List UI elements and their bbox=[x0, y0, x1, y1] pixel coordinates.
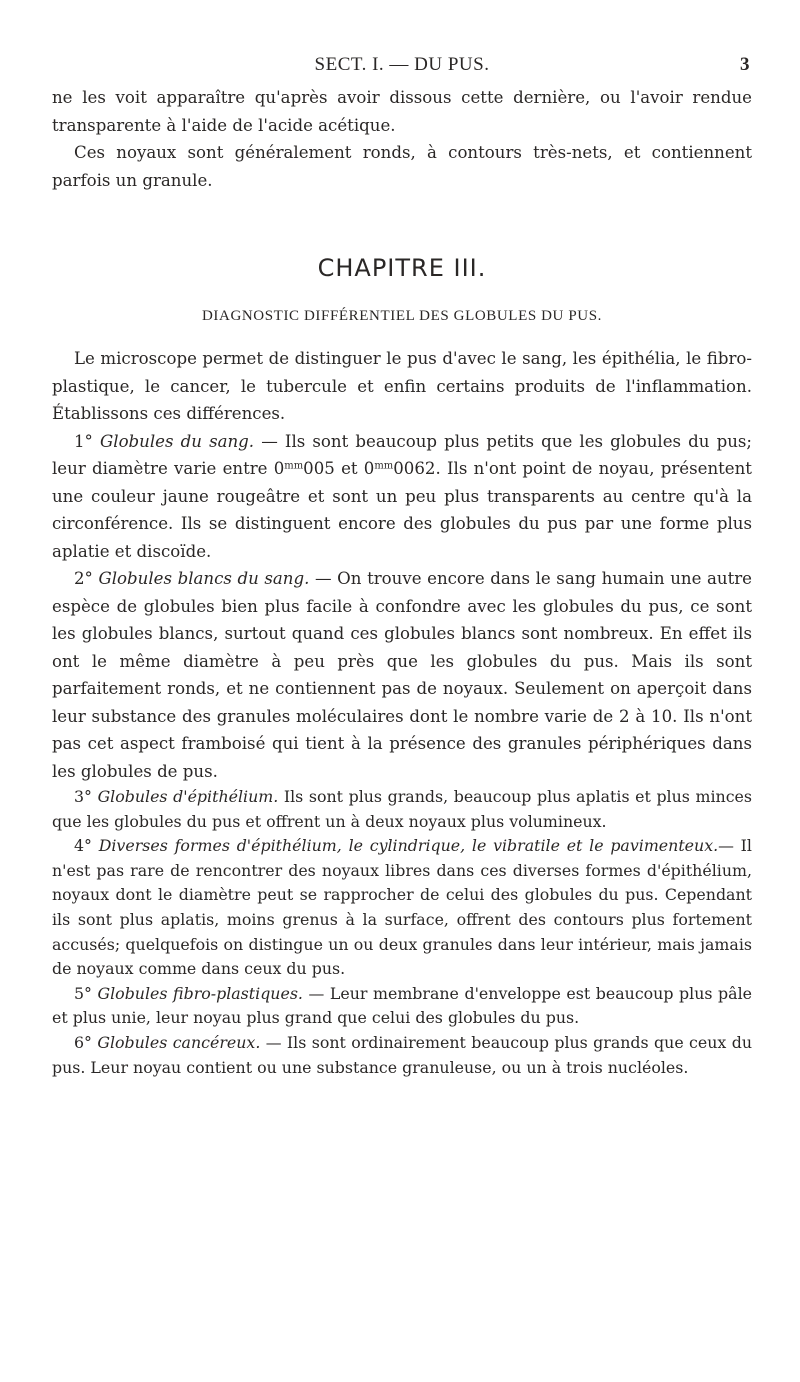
item-title: Globules fibro-plastiques. bbox=[97, 983, 303, 1003]
paragraph-epithelium-globules bbox=[52, 785, 752, 834]
unit-mm: mm bbox=[374, 460, 394, 472]
item-text: 005 et 0 bbox=[303, 459, 375, 478]
paragraph-blood-globules bbox=[52, 428, 752, 566]
item-number: 5° bbox=[74, 983, 92, 1003]
item-title: Globules cancéreux. bbox=[97, 1032, 261, 1052]
item-title: Globules du sang. bbox=[100, 431, 255, 451]
item-text: Ils sont plus grands, beaucoup plus aplatis et plus minces que les globules du pus et offrent un à deux noyaux plus volumineux. bbox=[52, 787, 752, 831]
paragraph-introduction: Le microscope permet de distinguer le pus d'avec le sang, les épithélia, le fibro-plastique, le cancer, le tubercule et enfin certains produits de l'inflammation. Établissons ces différences. bbox=[52, 349, 752, 423]
intro-paragraph-continued: ne les voit apparaître qu'après avoir dissous cette dernière, ou l'avoir rendue transparente à l'aide de l'acide acétique. bbox=[52, 88, 752, 135]
item-text: — Il n'est pas rare de rencontrer des noyaux libres dans ces diverses formes d'épithélium, noyaux dont le diamètre peut se rapprocher de celui des globules du pus. Cependant ils sont plus aplatis, moins grenus à la surface, offrent des contours plus fortement accusés; quelquefois on distingue un ou deux granules dans leur intérieur, mais jamais de noyaux comme dans ceux du pus. bbox=[52, 836, 752, 979]
item-title: Globules blancs du sang. bbox=[98, 569, 310, 588]
item-text: — Leur membrane d'enveloppe est beaucoup plus pâle et plus unie, leur noyau plus grand que celui des globules du pus. bbox=[52, 983, 752, 1028]
chapter-title: CHAPITRE III. bbox=[317, 254, 487, 282]
section-title: SECT. I. — DU PUS. bbox=[314, 54, 490, 75]
item-number: 1° bbox=[74, 431, 93, 451]
unit-mm: mm bbox=[284, 460, 304, 472]
paragraph-fibro-plastic-globules bbox=[52, 982, 752, 1031]
page-number: 3 bbox=[740, 54, 750, 75]
item-text: — Ils sont ordinairement beaucoup plus grands que ceux du pus. Leur noyau contient ou une substance granuleuse, ou un à trois nucléoles. bbox=[52, 1032, 753, 1077]
item-title: Diverses formes d'épithélium, le cylindrique, le vibratile et le pavimenteux. bbox=[98, 836, 719, 856]
item-text: — On trouve encore dans le sang humain une autre espèce de globules bien plus facile à confondre avec les globules du pus, ce sont les globules blancs, surtout quand ces globules blancs sont nombreux. En effet ils ont le même diamètre à peu près que les globules du pus. Mais ils sont parfaitement ronds, et ne contiennent pas de noyaux. Seulement on aperçoit dans leur substance des granules moléculaires dont le nombre varie de 2 à 10. Ils n'ont pas cet aspect framboisé qui tient à la présence des granules périphériques dans les globules de pus. bbox=[52, 569, 753, 781]
item-number: 2° bbox=[74, 569, 93, 588]
paragraph-white-blood-globules bbox=[52, 565, 752, 785]
item-text: — Ils sont beaucoup plus petits que les globules du pus; leur diamètre varie entre 0 bbox=[52, 431, 753, 478]
item-text: 0062. Ils n'ont point de noyau, présentent une couleur jaune rougeâtre et sont un peu plus transparents au centre qu'à la circonférence. Ils se distinguent encore des globules du pus par une forme plus aplatie et discoïde. bbox=[52, 459, 752, 561]
intro-paragraph-nuclei: Ces noyaux sont généralement ronds, à contours très-nets, et contiennent parfois un granule. bbox=[52, 143, 752, 190]
paragraph-cancerous-globules bbox=[52, 1031, 752, 1080]
chapter-subtitle: DIAGNOSTIC DIFFÉRENTIEL DES GLOBULES DU PUS. bbox=[201, 308, 602, 324]
item-number: 3° bbox=[74, 787, 92, 806]
paragraph-epithelium-forms bbox=[52, 834, 752, 982]
item-title: Globules d'épithélium. bbox=[97, 787, 279, 806]
item-number: 6° bbox=[74, 1032, 92, 1052]
running-head bbox=[52, 54, 752, 84]
item-number: 4° bbox=[74, 836, 92, 856]
